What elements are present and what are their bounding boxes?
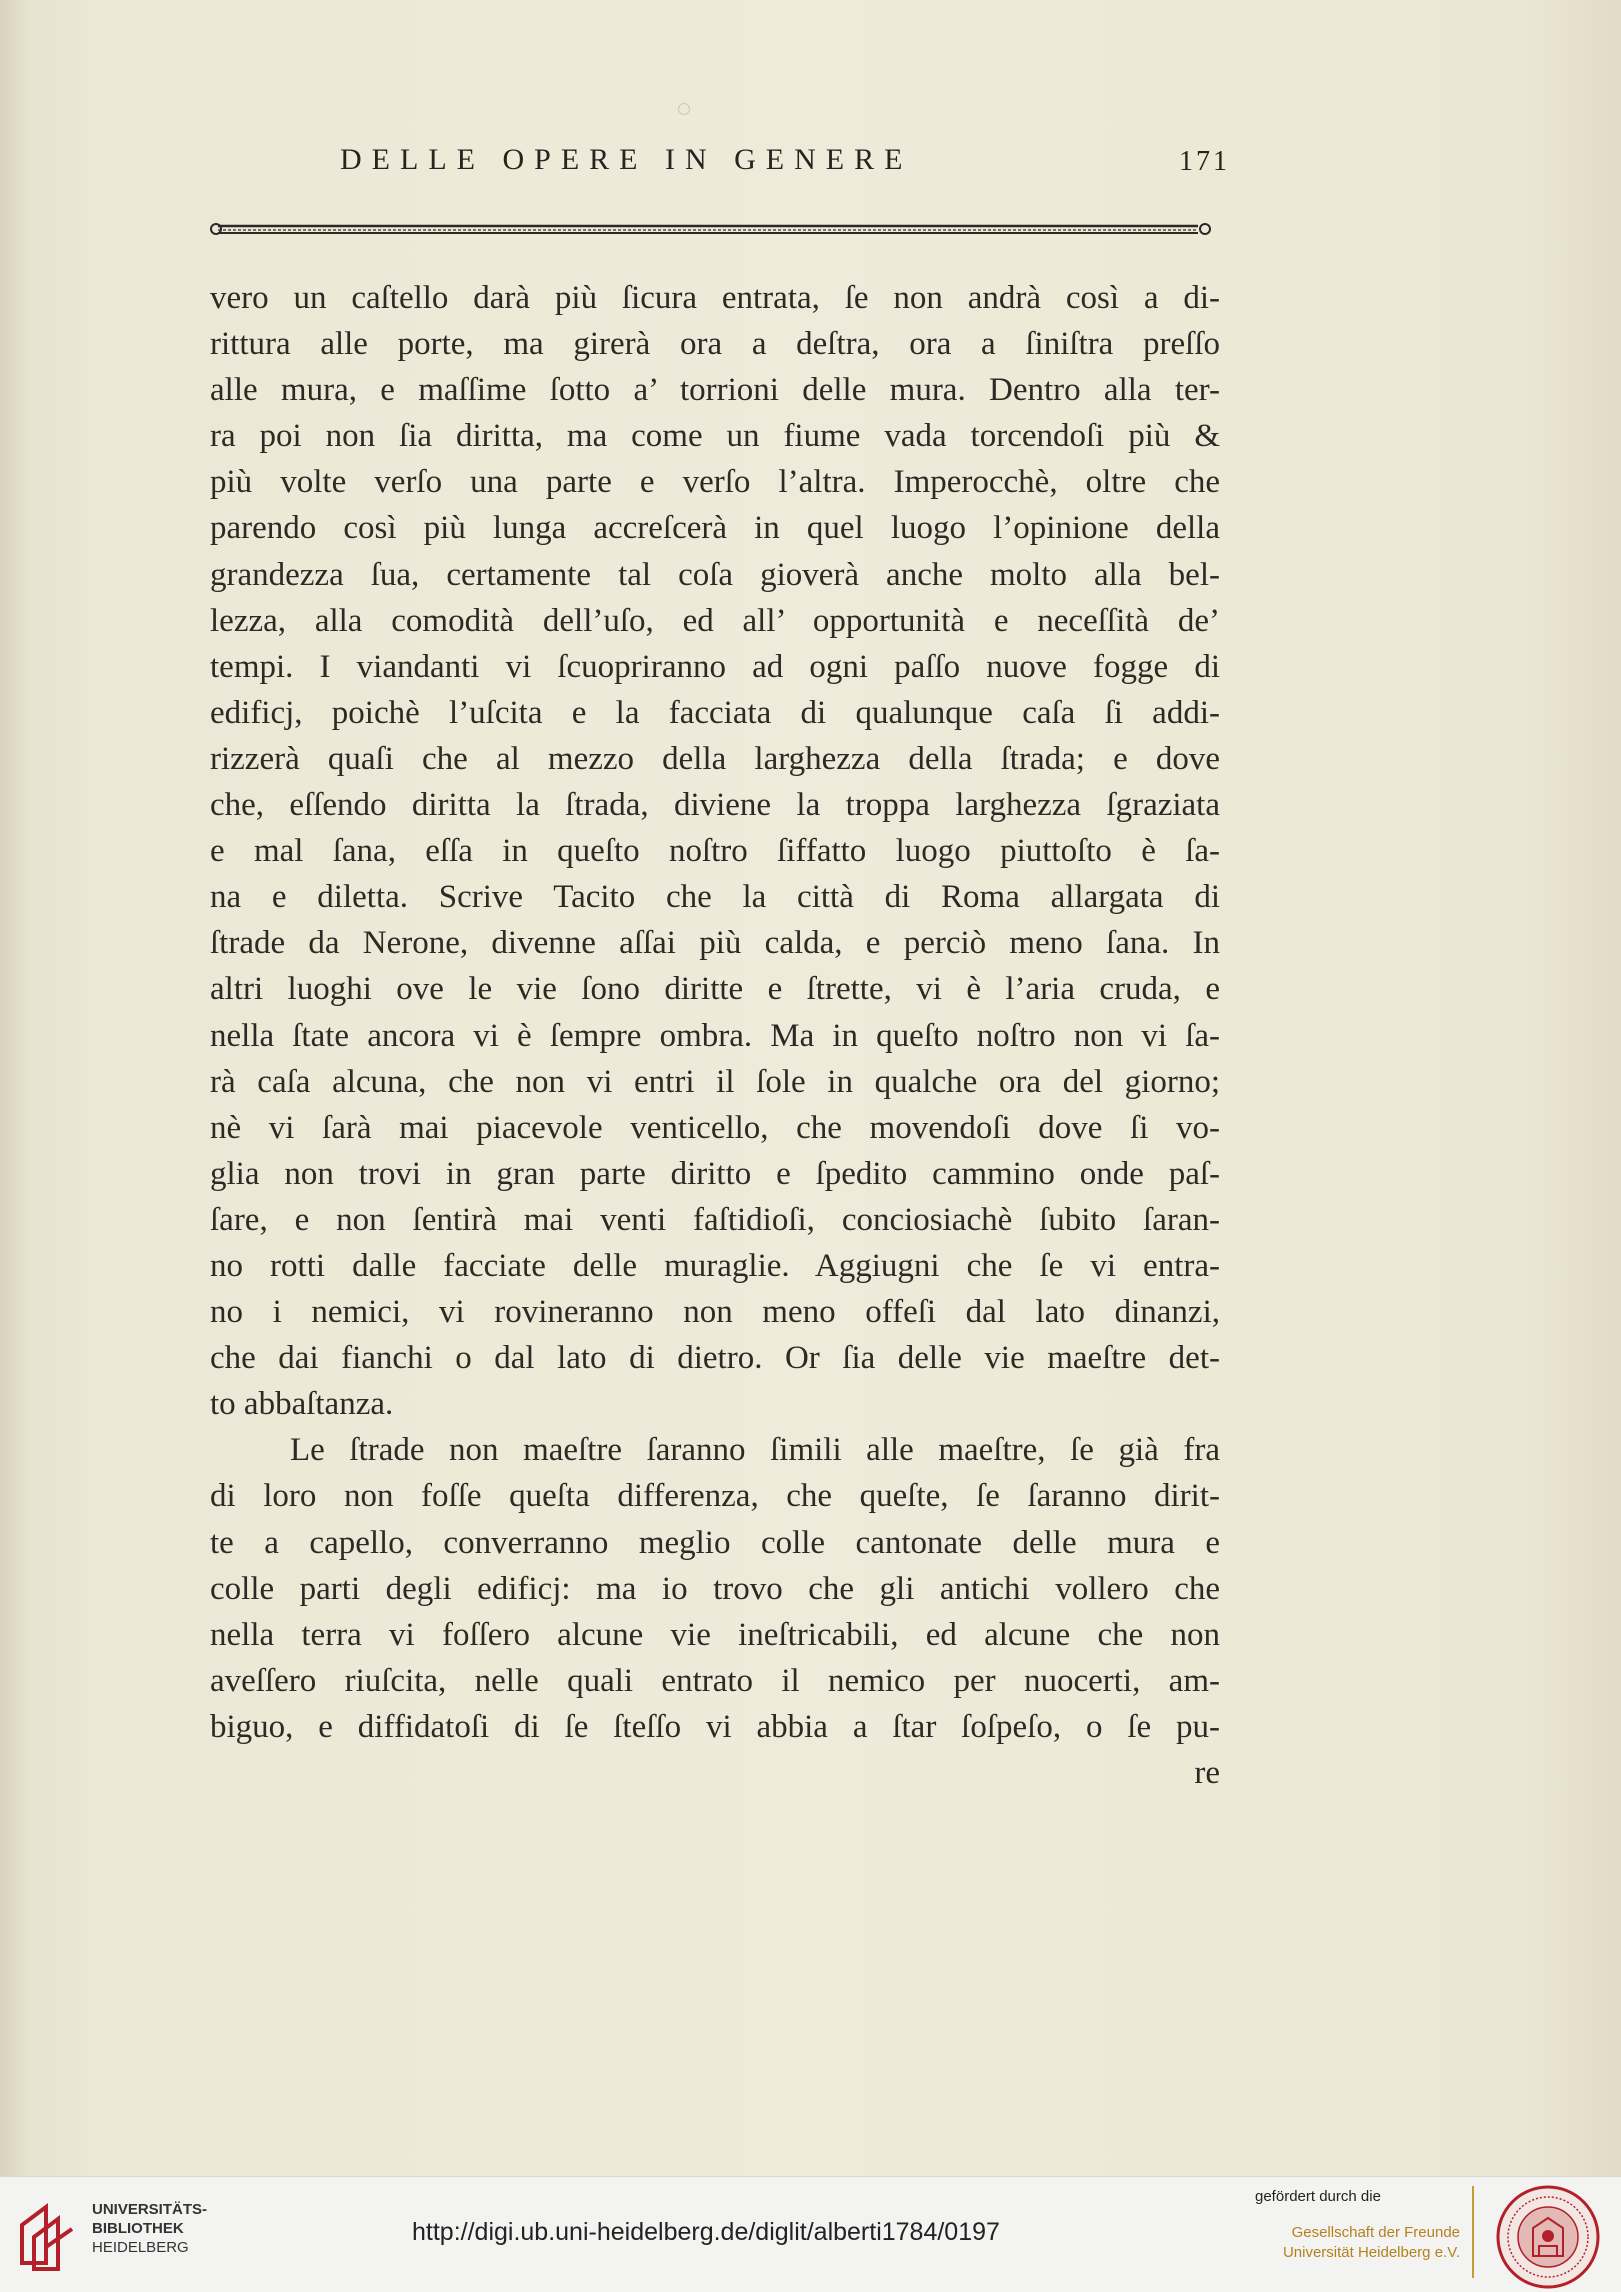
sponsor-label: gefördert durch die <box>1255 2188 1381 2205</box>
page-binding-shadow <box>0 0 28 2176</box>
text-line: più volte verſo una parte e verſo l’altra. Imperocchè, oltre che <box>210 464 1220 501</box>
text-line: tempi. I viandanti vi ſcuopriranno ad ogni paſſo nuove fogge di <box>210 648 1220 685</box>
library-name-line: HEIDELBERG <box>92 2239 189 2256</box>
text-line: alle mura, e maſſime ſotto a’ torrioni delle mura. Dentro alla ter- <box>210 372 1220 409</box>
text-line: altri luoghi ove le vie ſono diritte e ſtrette, vi è l’aria cruda, e <box>210 971 1220 1008</box>
library-name-line: BIBLIOTHEK <box>92 2220 184 2237</box>
university-seal-icon[interactable] <box>1495 2184 1601 2290</box>
text-line: nè vi ſarà mai piacevole venticello, che movendoſi dove ſi vo- <box>210 1109 1220 1146</box>
text-line: glia non trovi in gran parte diritto e ſpedito cammino onde paſ- <box>210 1155 1220 1192</box>
text-line: grandezza ſua, certamente tal coſa gioverà anche molto alla bel- <box>210 556 1220 593</box>
sponsor-name-line: Gesellschaft der Freunde <box>1291 2224 1460 2241</box>
body-text <box>210 275 1220 1796</box>
text-line: no i nemici, vi rovineranno non meno offeſi dal lato dinanzi, <box>210 1294 1220 1331</box>
text-line: che, eſſendo diritta la ſtrada, diviene la troppa larghezza ſgraziata <box>210 787 1220 824</box>
text-line: di loro non foſſe queſta differenza, che queſte, ſe ſaranno dirit- <box>210 1478 1220 1515</box>
footer-divider <box>1472 2186 1474 2278</box>
text-line: ra poi non ſia diritta, ma come un fiume vada torcendoſi più & <box>210 418 1220 455</box>
text-line: nella terra vi foſſero alcune vie ineſtricabili, ed alcune che non <box>210 1616 1220 1653</box>
ornamental-rule <box>210 222 1212 236</box>
page-number: 171 <box>1179 146 1230 177</box>
text-line: rittura alle porte, ma girerà ora a deſtra, ora a ſiniſtra preſſo <box>210 326 1220 363</box>
running-head: DELLE OPERE IN GENERE <box>340 143 913 176</box>
text-line: rizzerà quaſi che al mezzo della larghezza della ſtrada; e dove <box>210 740 1220 777</box>
text-line: to abbaſtanza. <box>210 1386 394 1423</box>
page-ring-mark <box>678 103 690 115</box>
text-line: parendo così più lunga accreſcerà in quel luogo l’opinione della <box>210 510 1220 547</box>
library-name[interactable] <box>92 2200 252 2257</box>
text-line: no rotti dalle facciate delle muraglie. Aggiugni che ſe vi entra- <box>210 1247 1220 1284</box>
ub-heidelberg-logo-icon[interactable] <box>16 2195 78 2273</box>
text-line: aveſſero riuſcita, nelle quali entrato il nemico per nuocerti, am- <box>210 1662 1220 1699</box>
text-line: rà caſa alcuna, che non vi entri il ſole in qualche ora del giorno; <box>210 1063 1220 1100</box>
text-line: te a capello, converranno meglio colle cantonate delle mura e <box>210 1524 1220 1561</box>
catchword: re <box>1194 1755 1220 1791</box>
text-line: vero un caſtello darà più ſicura entrata, ſe non andrà così a di- <box>210 280 1220 316</box>
sponsor-name-line: Universität Heidelberg e.V. <box>1282 2244 1460 2261</box>
library-name-line: UNIVERSITÄTS- <box>92 2201 208 2218</box>
text-line: Le ſtrade non maeſtre ſaranno ſimili alle maeſtre, ſe già fra <box>290 1432 1220 1469</box>
text-line: colle parti degli edificj: ma io trovo che gli antichi vollero che <box>210 1570 1220 1607</box>
text-line: nella ſtate ancora vi è ſempre ombra. Ma in queſto noſtro non vi ſa- <box>210 1017 1220 1054</box>
text-line: ſtrade da Nerone, divenne aſſai più calda, e perciò meno ſana. In <box>210 925 1220 962</box>
text-line: lezza, alla comodità dell’uſo, ed all’ opportunità e neceſſità de’ <box>210 602 1220 639</box>
text-line: ſare, e non ſentirà mai venti faſtidioſi, conciosiachè ſubito ſaran- <box>210 1201 1220 1238</box>
permalink-url[interactable]: http://digi.ub.uni-heidelberg.de/diglit/alberti1784/0197 <box>412 2218 1000 2246</box>
text-line: e mal ſana, eſſa in queſto noſtro ſiffatto luogo piuttoſto è ſa- <box>210 833 1220 870</box>
text-line: edificj, poichè l’uſcita e la facciata di qualunque caſa ſi addi- <box>210 694 1220 731</box>
text-line: na e diletta. Scrive Tacito che la città di Roma allargata di <box>210 879 1220 916</box>
text-line: che dai fianchi o dal lato di dietro. Or ſia delle vie maeſtre det- <box>210 1340 1220 1377</box>
sponsor-name[interactable] <box>1240 2223 1460 2263</box>
text-line: biguo, e diffidatoſi di ſe ſteſſo vi abbia a ſtar ſoſpeſo, o ſe pu- <box>210 1708 1220 1745</box>
